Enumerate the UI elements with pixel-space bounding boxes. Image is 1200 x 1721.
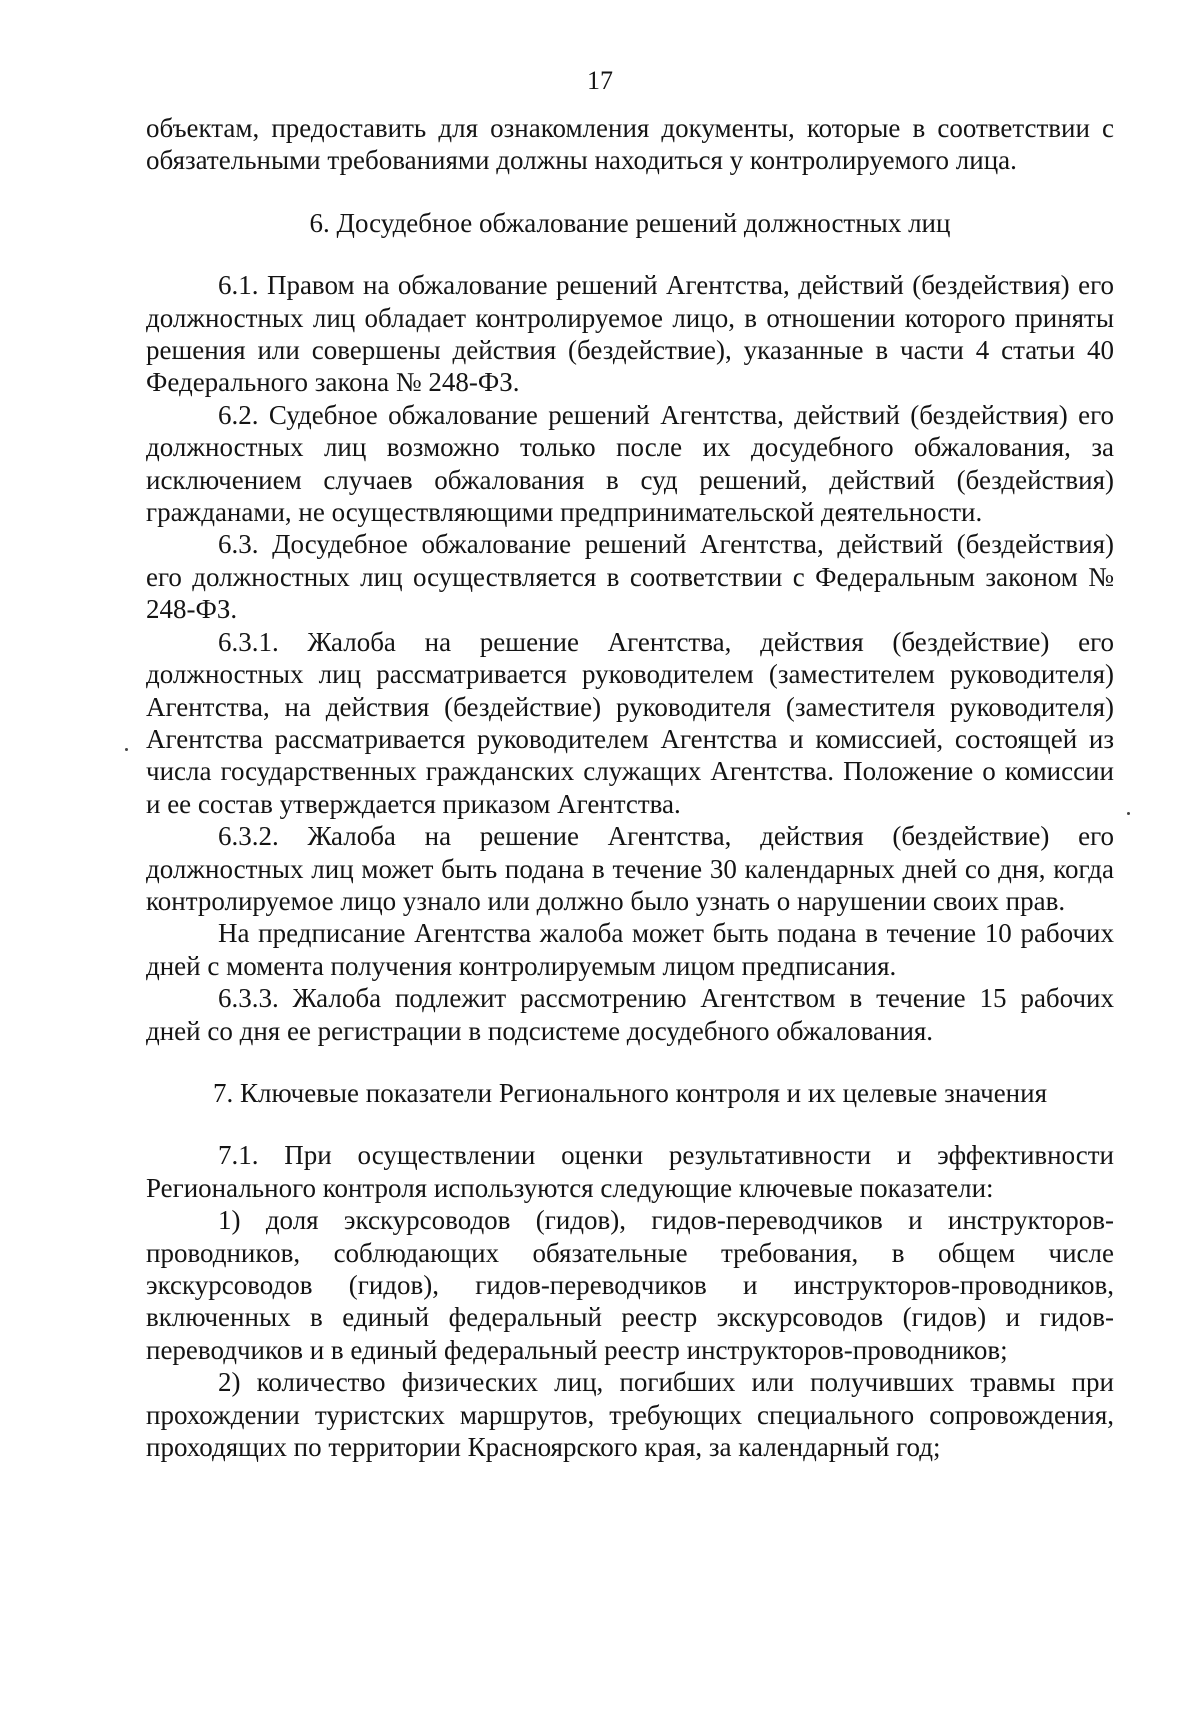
section-heading-6: 6. Досудебное обжалование решений должностных лиц (309, 207, 951, 238)
page-number: 17 (587, 66, 613, 95)
document-body (146, 112, 1114, 1463)
paragraph-7-1-item-1: 1) доля экскурсоводов (гидов), гидов-переводчиков и инструкторов-проводников, соблюдающих обязательные требования, в общем числе экскурсоводов (гидов), гидов-переводчиков и инструкторов-проводников, включенных в единый федеральный реестр экскурсоводов (гидов) и гидов-переводчиков и в единый федеральный реестр инструкторов-проводников; (146, 1205, 1114, 1365)
paragraph-6-3-1: 6.3.1. Жалоба на решение Агентства, действия (бездействие) его должностных лиц рассматривается руководителем (заместителем руководителя) Агентства, на действия (бездействие) руководителя (заместителя руководителя) Агентства рассматривается руководителем Агентства и комиссией, состоящей из числа государственных гражданских служащих Агентства. Положение о комиссии и ее состав утверждается приказом Агентства. (146, 626, 1114, 819)
scan-speck (125, 748, 128, 751)
paragraph-6-1: 6.1. Правом на обжалование решений Агентства, действий (бездействия) его должностных лиц обладает контролируемое лицо, в отношении которого приняты решения или совершены действия (бездействие), указанные в части 4 статьи 40 Федерального закона № 248-ФЗ. (146, 270, 1114, 398)
paragraph-6-3-2: 6.3.2. Жалоба на решение Агентства, действия (бездействие) его должностных лиц может быть подана в течение 30 календарных дней со дня, когда контролируемое лицо узнало или должно было узнать о нарушении своих прав. (146, 821, 1114, 916)
paragraph-6-3-3: 6.3.3. Жалоба подлежит рассмотрению Агентством в течение 15 рабочих дней со дня ее регистрации в подсистеме досудебного обжалования. (146, 983, 1114, 1046)
paragraph-6-2: 6.2. Судебное обжалование решений Агентства, действий (бездействия) его должностных лиц возможно только после их досудебного обжалования, за исключением случаев обжалования в суд решений, действий (бездействия) гражданами, не осуществляющими предпринимательской деятельности. (146, 399, 1114, 528)
paragraph-7-1: 7.1. При осуществлении оценки результативности и эффективности Регионального контроля используются следующие ключевые показатели: (146, 1140, 1114, 1203)
paragraph-7-1-item-2: 2) количество физических лиц, погибших или получивших травмы при прохождении туристских маршрутов, требующих специального сопровождения, проходящих по территории Красноярского края, за календарный год; (146, 1367, 1114, 1463)
section-heading-7: 7. Ключевые показатели Регионального контроля и их целевые значения (212, 1077, 1047, 1108)
paragraph-continuation: объектам, предоставить для ознакомления документы, которые в соответствии с обязательными требованиями должны находиться у контролируемого лица. (146, 113, 1114, 176)
paragraph-6-3-2-prescription: На предписание Агентства жалоба может быть подана в течение 10 рабочих дней с момента получения контролируемым лицом предписания. (146, 918, 1114, 981)
scan-speck (1127, 812, 1130, 815)
paragraph-6-3: 6.3. Досудебное обжалование решений Агентства, действий (бездействия) его должностных лиц осуществляется в соответствии с Федеральным законом № 248-ФЗ. (146, 529, 1114, 625)
